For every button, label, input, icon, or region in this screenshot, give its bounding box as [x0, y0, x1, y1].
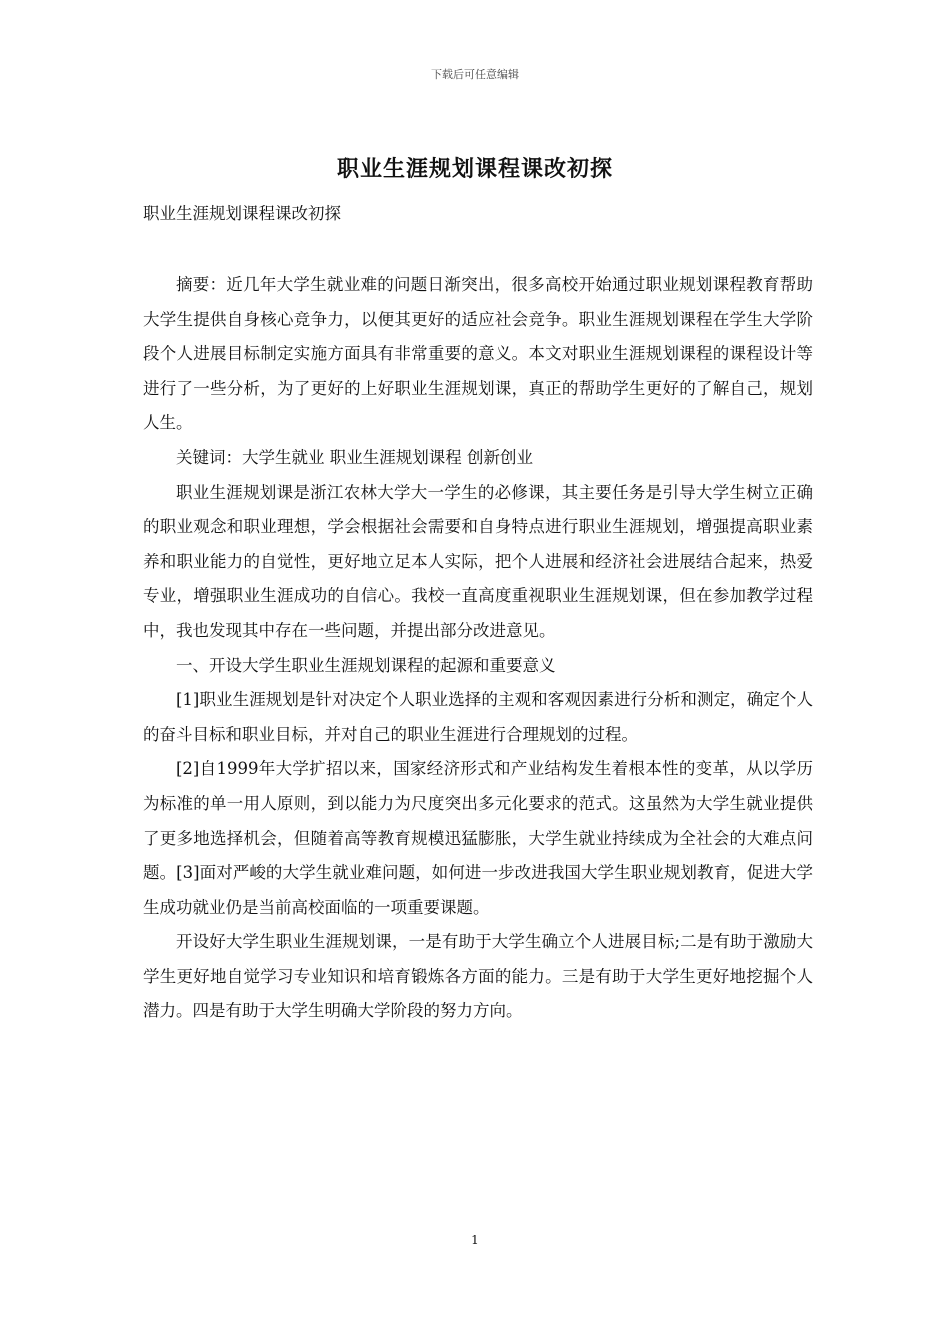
document-title: 职业生涯规划课程课改初探	[336, 157, 613, 182]
intro-paragraph: 职业生涯规划课是浙江农林大学大一学生的必修课，其主要任务是引导大学生树立正确的职业观念和职业理想，学会根据社会需要和自身特点进行职业生涯规划，增强提高职业素养和职业能力的自觉性，更好地立足本人实际，把个人进展和经济社会进展结合起来，热爱专业，增强职业生涯成功的自信心。我校一直高度重视职业生涯规划课，但在参加教学过程中，我也发现其中存在一些问题，并提出部分改进意见。	[143, 482, 813, 640]
section-heading: 一、开设大学生职业生涯规划课程的起源和重要意义	[176, 655, 556, 675]
page-number: 1	[471, 1233, 479, 1247]
body-paragraph: [1]职业生涯规划是针对决定个人职业选择的主观和客观因素进行分析和测定，确定个人的奋斗目标和职业目标，并对自己的职业生涯进行合理规划的过程。	[143, 690, 813, 744]
keywords-paragraph: 关键词：大学生就业 职业生涯规划课程 创新创业	[176, 447, 533, 467]
abstract-paragraph: 摘要：近几年大学生就业难的问题日渐突出，很多高校开始通过职业规划课程教育帮助大学生提供自身核心竞争力，以便其更好的适应社会竞争。职业生涯规划课程在学生大学阶段个人进展目标制定实施方面具有非常重要的意义。本文对职业生涯规划课程的课程设计等进行了一些分析，为了更好的上好职业生涯规划课，真正的帮助学生更好的了解自己，规划人生。	[143, 275, 813, 433]
body-paragraph: [2]自1999年大学扩招以来，国家经济形式和产业结构发生着根本性的变革，从以学历为标准的单一用人原则，到以能力为尺度突出多元化要求的范式。这虽然为大学生就业提供了更多地选择机会，但随着高等教育规模迅猛膨胀，大学生就业持续成为全社会的大难点问题。[3]面对严峻的大学生就业难问题，如何进一步改进我国大学生职业规划教育，促进大学生成功就业仍是当前高校面临的一项重要课题。	[143, 759, 813, 917]
document-subtitle: 职业生涯规划课程课改初探	[143, 204, 341, 223]
document-body	[143, 268, 813, 1029]
body-paragraph: 开设好大学生职业生涯规划课，一是有助于大学生确立个人进展目标;二是有助于激励大学生更好地自觉学习专业知识和培育锻炼各方面的能力。三是有助于大学生更好地挖掘个人潜力。四是有助于大学生明确大学阶段的努力方向。	[143, 932, 813, 1021]
header-note: 下载后可任意编辑	[431, 68, 519, 81]
